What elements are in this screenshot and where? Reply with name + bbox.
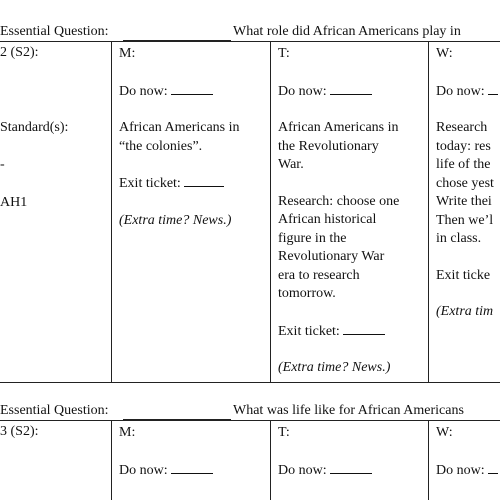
table-top-border: [0, 41, 500, 42]
monday-cell: [119, 45, 240, 230]
table2-column-divider-1: [111, 420, 112, 500]
monday-extra-time: (Extra time? News.): [119, 212, 232, 228]
tuesday-line: African Americans in: [278, 120, 399, 135]
essential-question-text-2: What was life like for African Americans: [233, 403, 464, 418]
wednesday-line: today: res: [436, 138, 491, 154]
tuesday-research-line: tomorrow.: [278, 286, 336, 301]
tuesday-research-line: African historical: [278, 212, 377, 227]
wednesday-cell-2: [436, 424, 500, 480]
essential-question-text: What role did African Americans play in: [233, 24, 461, 39]
monday-exit-ticket: Exit ticket:: [119, 174, 240, 194]
column-divider-3: [428, 41, 429, 382]
tuesday-exit-ticket: Exit ticket:: [278, 322, 399, 342]
monday-do-now: Do now:: [119, 82, 240, 102]
wednesday-day-label: W:: [436, 425, 453, 440]
wednesday-line: chose yest: [436, 175, 494, 191]
essential-question-label-2: Essential Question:: [0, 403, 109, 418]
tuesday-line: the Revolutionary: [278, 138, 379, 154]
tuesday-research-line: figure in the: [278, 230, 347, 246]
wednesday-day-label: W:: [436, 46, 453, 61]
tuesday-line: War.: [278, 157, 304, 172]
standards-label: Standard(s):: [0, 120, 69, 135]
monday-line: African Americans in: [119, 120, 240, 135]
column-divider-2: [270, 41, 271, 382]
standard-code: AH1: [0, 195, 28, 210]
tuesday-research-line: Research: choose one: [278, 193, 400, 209]
standards-dash: -: [0, 157, 5, 172]
table2-top-border: [0, 420, 500, 421]
tuesday-cell: [278, 45, 399, 378]
wednesday-cell: [436, 45, 500, 322]
wednesday-exit-ticket: Exit ticke: [436, 267, 491, 283]
monday-do-now: Do now:: [119, 461, 213, 481]
monday-line: “the colonies”.: [119, 138, 203, 154]
week-label: 2 (S2):: [0, 45, 39, 60]
tuesday-research-line: Revolutionary War: [278, 249, 385, 264]
table2-column-divider-2: [270, 420, 271, 500]
tuesday-day-label: T:: [278, 46, 290, 61]
tuesday-extra-time: (Extra time? News.): [278, 360, 391, 375]
wednesday-do-now: Do now:: [436, 82, 500, 102]
wednesday-line: Write thei: [436, 194, 492, 209]
tuesday-day-label: T:: [278, 425, 290, 440]
tuesday-research-line: era to research: [278, 267, 360, 283]
monday-day-label: M:: [119, 46, 136, 61]
monday-day-label: M:: [119, 425, 136, 440]
wednesday-line: in class.: [436, 231, 482, 246]
tuesday-cell-2: [278, 424, 372, 480]
wednesday-line: Research: [436, 120, 488, 135]
wednesday-line: life of the: [436, 157, 491, 172]
essential-question-label: Essential Question:: [0, 24, 109, 39]
wednesday-line: Then we’l: [436, 212, 494, 228]
tuesday-do-now: Do now:: [278, 82, 399, 102]
monday-cell-2: [119, 424, 213, 480]
table-bottom-border: [0, 382, 500, 383]
wednesday-do-now: Do now:: [436, 461, 500, 481]
week-label-2: 3 (S2):: [0, 424, 39, 439]
wednesday-extra-time: (Extra tim: [436, 304, 494, 319]
table2-column-divider-3: [428, 420, 429, 500]
tuesday-do-now: Do now:: [278, 461, 372, 481]
column-divider-1: [111, 41, 112, 382]
